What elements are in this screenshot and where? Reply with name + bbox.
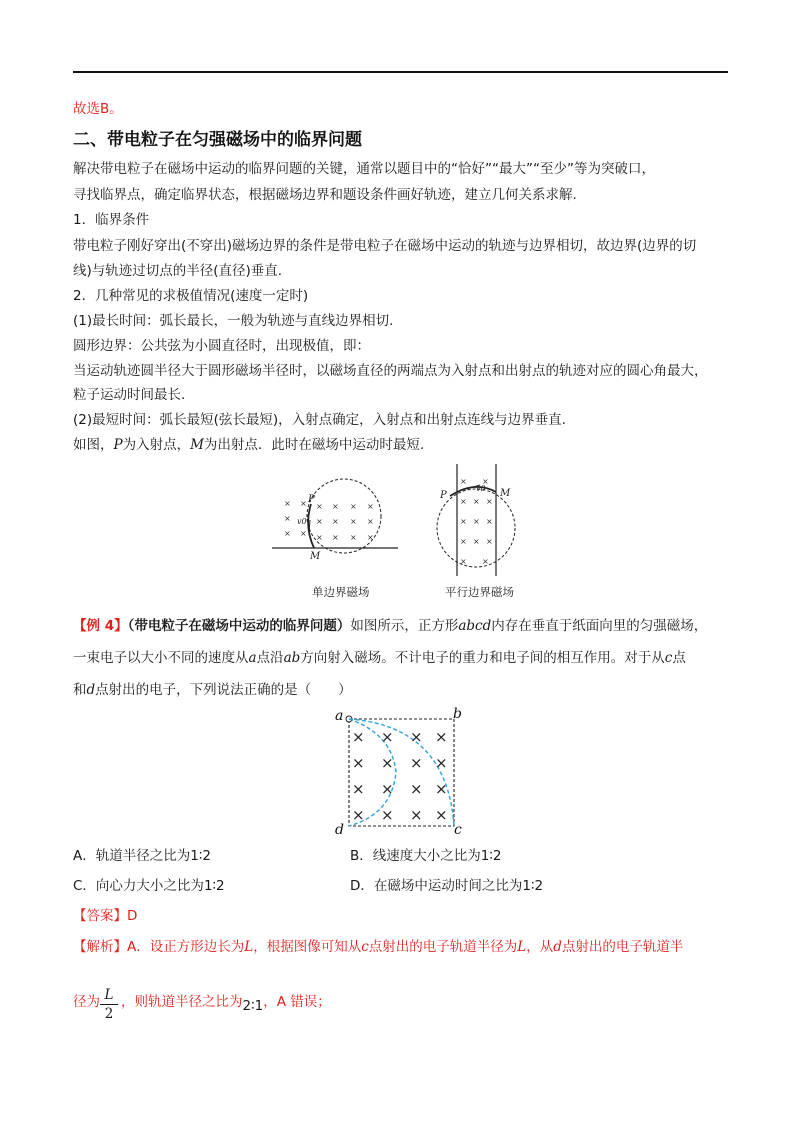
svg-text:×: ×: [381, 754, 394, 772]
figure-description: 如图，P为入射点，M为出射点．此时在磁场中运动时最短.: [73, 437, 425, 453]
circle-detail-line-1: 当运动轨迹圆半径大于圆形磁场半径时，以磁场直径的两端点为入射点和出射点的轨迹对应的圆心角最大，: [73, 363, 708, 379]
svg-text:×: ×: [350, 533, 357, 542]
min-time-line: (2)最短时间：弧长最短(弦长最短)，入射点确定，入射点和出射点连线与边界垂直.: [73, 412, 566, 428]
example-topic: （带电粒子在磁场中运动的临界问题）: [127, 618, 351, 634]
svg-text:×: ×: [352, 806, 365, 824]
caption-single-boundary: 单边界磁场: [312, 585, 370, 599]
label-P-right: P: [440, 490, 447, 501]
svg-text:×: ×: [367, 502, 374, 511]
label-v0-right: v0: [476, 484, 486, 493]
svg-text:×: ×: [332, 533, 339, 542]
circle-boundary-line: 圆形边界：公共弦为小圆直径时，出现极值，即：: [73, 338, 370, 354]
svg-text:×: ×: [435, 754, 448, 772]
svg-text:×: ×: [460, 497, 467, 506]
option-B[interactable]: B．线速度大小之比为1∶2: [350, 848, 502, 864]
example-line-3: 和d点射出的电子，下列说法正确的是（ ）: [73, 682, 352, 698]
svg-text:×: ×: [482, 557, 489, 566]
corner-label-d: d: [335, 822, 344, 836]
svg-text:×: ×: [284, 529, 291, 538]
label-P-left: P: [308, 494, 315, 505]
svg-text:×: ×: [316, 502, 323, 511]
svg-text:×: ×: [486, 517, 493, 526]
svg-text:×: ×: [316, 517, 323, 526]
svg-text:×: ×: [473, 537, 480, 546]
svg-text:×: ×: [460, 537, 467, 546]
label-v0-left: v0: [297, 517, 307, 526]
svg-text:×: ×: [482, 477, 489, 486]
svg-text:×: ×: [435, 806, 448, 824]
corner-label-c: c: [454, 822, 462, 836]
svg-text:×: ×: [410, 806, 423, 824]
intro-line-1: 解决带电粒子在磁场中运动的临界问题的关键，通常以题目中的“恰好”“最大”“至少”等为突破口，: [73, 161, 655, 177]
svg-text:×: ×: [460, 517, 467, 526]
svg-text:×: ×: [350, 517, 357, 526]
circle-detail-line-2: 粒子运动时间最长.: [73, 387, 186, 403]
svg-text:×: ×: [381, 728, 394, 746]
svg-text:×: ×: [284, 514, 291, 523]
boundary-diagrams: [270, 458, 530, 608]
svg-text:×: ×: [332, 502, 339, 511]
svg-text:×: ×: [435, 780, 448, 798]
svg-text:×: ×: [381, 806, 394, 824]
example-line-1: 【例 4】（带电粒子在磁场中运动的临界问题）如图所示，正方形abcd内存在垂直于纸面向里的匀强磁场，: [73, 618, 708, 634]
ratio-2-1: 2∶1: [242, 998, 264, 1014]
svg-text:×: ×: [367, 517, 374, 526]
option-A-ratio: 1∶2: [190, 848, 211, 864]
svg-text:×: ×: [350, 502, 357, 511]
analysis-line-2-rest: ，则轨道半径之比为2∶1，A 错误；: [121, 994, 331, 1014]
svg-text:×: ×: [410, 780, 423, 798]
svg-text:×: ×: [352, 754, 365, 772]
svg-text:×: ×: [435, 728, 448, 746]
svg-text:×: ×: [460, 477, 467, 486]
svg-text:×: ×: [352, 780, 365, 798]
svg-text:×: ×: [316, 533, 323, 542]
option-D[interactable]: D．在磁场中运动时间之比为1∶2: [350, 878, 544, 894]
option-A[interactable]: A．轨道半径之比为1∶2: [73, 848, 211, 864]
svg-text:×: ×: [410, 754, 423, 772]
square-field-diagram: [332, 704, 472, 836]
example-line-2: 一束电子以大小不同的速度从a点沿ab方向射入磁场。不计电子的重力和电子间的相互作用。对于从c点: [73, 650, 686, 666]
field-crosses: [352, 728, 448, 824]
svg-text:×: ×: [486, 497, 493, 506]
analysis-line-2-prefix: 径为: [73, 994, 100, 1010]
section-heading: 二、带电粒子在匀强磁场中的临界问题: [73, 130, 362, 150]
option-B-ratio: 1∶2: [480, 848, 502, 864]
svg-text:×: ×: [486, 537, 493, 546]
point1-title: 1．临界条件: [73, 212, 150, 228]
intro-line-2: 寻找临界点，确定临界状态，根据磁场边界和题设条件画好轨迹，建立几何关系求解.: [73, 187, 577, 203]
option-D-ratio: 1∶2: [522, 878, 544, 894]
corner-label-b: b: [453, 706, 462, 722]
svg-text:×: ×: [473, 517, 480, 526]
svg-text:×: ×: [367, 533, 374, 542]
caption-parallel-boundary: 平行边界磁场: [445, 585, 514, 599]
svg-text:×: ×: [300, 499, 307, 508]
max-time-line: (1)最长时间：弧长最长，一般为轨迹与直线边界相切.: [73, 313, 394, 329]
option-C[interactable]: C．向心力大小之比为1∶2: [73, 878, 225, 894]
analysis-line-1: 【解析】A．设正方形边长为L，根据图像可知从c点射出的电子轨道半径为L，从d点射出的电子轨道半: [73, 939, 684, 955]
svg-text:×: ×: [410, 728, 423, 746]
header-rule: [73, 71, 728, 73]
svg-text:×: ×: [352, 728, 365, 746]
point2-title: 2．几种常见的求极值情况(速度一定时): [73, 288, 309, 304]
svg-text:×: ×: [332, 517, 339, 526]
svg-text:×: ×: [300, 529, 307, 538]
option-C-ratio: 1∶2: [203, 878, 225, 894]
svg-text:×: ×: [473, 497, 480, 506]
svg-text:×: ×: [381, 780, 394, 798]
svg-text:×: ×: [460, 557, 467, 566]
label-M-right: M: [500, 488, 511, 499]
answer-line: 【答案】D: [73, 908, 138, 924]
corner-label-a: a: [335, 708, 344, 724]
point1-line-2: 线)与轨迹过切点的半径(直径)垂直.: [73, 263, 283, 279]
svg-text:×: ×: [284, 499, 291, 508]
label-M-left: M: [310, 551, 321, 562]
fraction-L-over-2: L 2: [98, 987, 120, 1022]
point1-line-1: 带电粒子刚好穿出(不穿出)磁场边界的条件是带电粒子在磁场中运动的轨迹与边界相切，故边界(边界的切: [73, 238, 697, 254]
previous-answer: 故选B。: [73, 101, 123, 117]
example-tag: 【例 4】: [73, 618, 128, 634]
